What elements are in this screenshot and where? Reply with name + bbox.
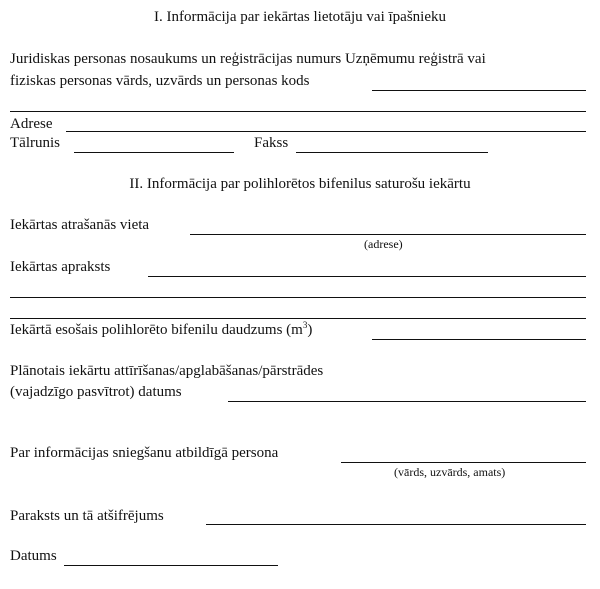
planned-date-label-line-1: Plānotais iekārtu attīrīšanas/apglabāšanas/pārstrādes	[10, 363, 324, 379]
responsible-person-label: Par informācijas sniegšanu atbildīgā persona	[10, 445, 279, 461]
description-continuation-line-1[interactable]	[10, 297, 586, 298]
planned-date-input-line[interactable]	[228, 401, 586, 402]
description-label: Iekārtas apraksts	[10, 259, 111, 275]
fax-label: Fakss	[254, 135, 289, 151]
owner-label-line-1: Juridiskas personas nosaukums un reģistrācijas numurs Uzņēmumu reģistrā vai	[10, 51, 486, 67]
fax-input-line[interactable]	[296, 152, 488, 153]
address-label: Adrese	[10, 116, 53, 132]
date-label: Datums	[10, 548, 57, 564]
signature-label: Paraksts un tā atšifrējums	[10, 508, 164, 524]
description-input-line[interactable]	[148, 276, 586, 277]
date-input-line[interactable]	[64, 565, 278, 566]
owner-label-line-2: fiziskas personas vārds, uzvārds un personas kods	[10, 73, 310, 89]
address-input-line[interactable]	[66, 131, 586, 132]
location-input-line[interactable]	[190, 234, 586, 235]
section-1-heading: I. Informācija par iekārtas lietotāju vai īpašnieku	[154, 9, 446, 25]
location-hint: (adrese)	[364, 237, 403, 251]
responsible-person-input-line[interactable]	[341, 462, 586, 463]
description-continuation-line-2[interactable]	[10, 318, 586, 319]
location-label: Iekārtas atrašanās vieta	[10, 217, 150, 233]
phone-input-line[interactable]	[74, 152, 234, 153]
planned-date-label-line-2: (vajadzīgo pasvītrot) datums	[10, 384, 182, 400]
owner-input-line[interactable]	[372, 90, 586, 91]
section-2-heading: II. Informācija par polihlorētos bifenilus saturošu iekārtu	[129, 176, 471, 192]
signature-input-line[interactable]	[206, 524, 586, 525]
quantity-label: Iekārtā esošais polihlorēto bifenilu daudzums $(m^3)$	[10, 320, 313, 338]
phone-label: Tālrunis	[10, 135, 60, 151]
quantity-input-line[interactable]	[372, 339, 586, 340]
owner-continuation-line[interactable]	[10, 111, 586, 112]
responsible-person-hint: (vārds, uzvārds, amats)	[394, 465, 506, 479]
